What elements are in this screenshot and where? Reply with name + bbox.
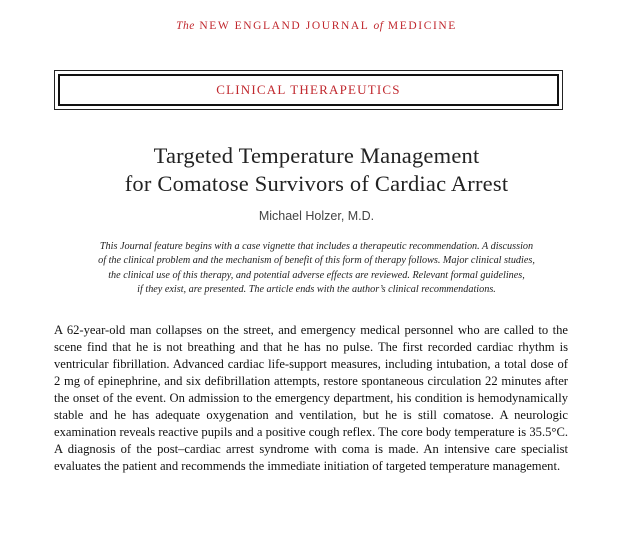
article-title (0, 142, 633, 198)
journal-masthead (0, 20, 633, 32)
feature-description (50, 240, 583, 298)
section-header-box (54, 70, 563, 110)
case-vignette-paragraph: A 62-year-old man collapses on the street, and emergency medical personnel who are called to the scene find that he is not breathing and that he has no pulse. The first recorded cardiac rhythm is ventricular fibrillation. Advanced cardiac life-support measures, including intubation, a total dose of 2 mg of epinephrine, and six defibrillation attempts, restore spontaneous circulation 22 minutes after the onset of the event. On admission to the emergency department, his condition is hemodynamically stable and he has adequate oxygenation and ventilation, but he is still comatose. A neurologic examination reveals reactive pupils and a positive cough reflex. The core body temperature is 35.5°C. A diagnosis of the post–cardiac arrest syndrome with coma is made. An intensive care specialist evaluates the patient and recommends the immediate initiation of targeted temperature management. (54, 323, 568, 473)
article-title-line-2: for Comatose Survivors of Cardiac Arrest (124, 171, 509, 196)
article-title-line-1: Targeted Temperature Management (153, 143, 480, 168)
article-author: Michael Holzer, M.D. (258, 209, 375, 223)
masthead-the: The (176, 20, 195, 32)
feature-description-line: the clinical use of this therapy, and potential adverse effects are reviewed. Relevant formal guidelines, (108, 269, 525, 281)
masthead-medicine: MEDICINE (387, 20, 457, 32)
feature-description-line: This Journal feature begins with a case vignette that includes a therapeutic recommendation. A discussion (99, 241, 534, 252)
masthead-journal-name: NEW ENGLAND JOURNAL (199, 20, 369, 32)
feature-description-line: if they exist, are presented. The article ends with the author’s clinical recommendations. (137, 284, 496, 296)
feature-description-line: of the clinical problem and the mechanism of benefit of this form of therapy follows. Major clinical studies, (98, 255, 535, 267)
section-header-inner-frame (58, 74, 559, 106)
section-label: CLINICAL THERAPEUTICS (216, 82, 401, 97)
masthead-of: of (373, 20, 384, 32)
